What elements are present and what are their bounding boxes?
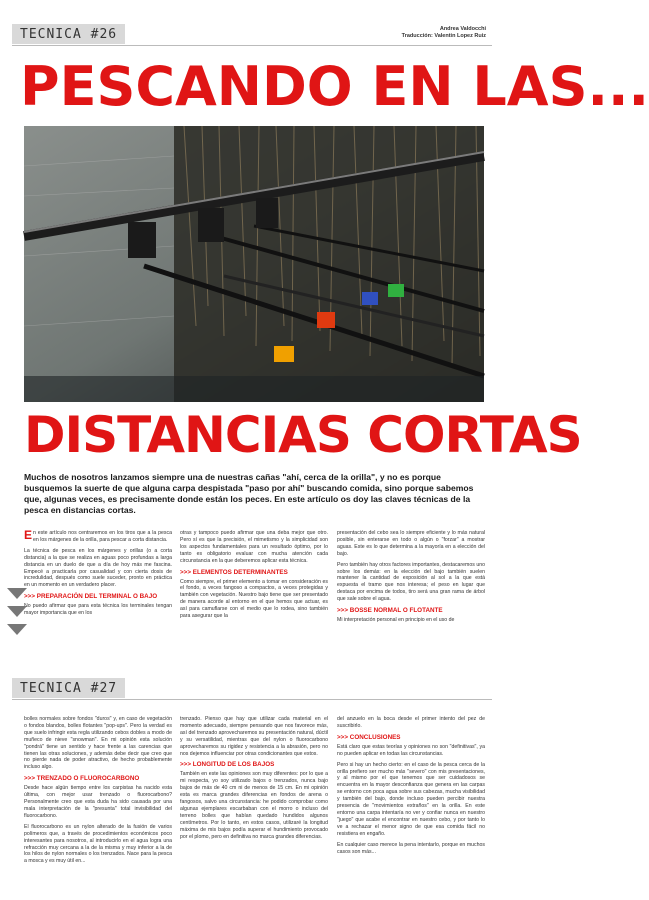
section-tag-label: TECNICA #27	[20, 680, 118, 696]
subheading: >>> TRENZADO O FLUOROCARBONO	[24, 775, 140, 783]
column-1	[24, 530, 172, 621]
title-line-2: DISTANCIAS CORTAS	[24, 406, 582, 464]
subheading: >>> BOSSE NORMAL O FLOTANTE	[337, 607, 443, 615]
column-3	[337, 530, 485, 628]
credits	[402, 26, 486, 40]
paragraph: La técnica de pesca en los márgenes y orillas (o a corta distancia) a la que se realiza en aguas poco profundas a larga distancia en un duelo de que a día de hoy más me fascina. Empecé a practicarla por casualidad y con cierta dosis de incredulidad, después como suele suceder, pronto en práctica en un momento en un verdadero placer.	[24, 547, 172, 589]
header-rule	[12, 45, 492, 46]
column-2	[180, 530, 328, 624]
subheading: >>> ELEMENTOS DETERMINANTES	[180, 568, 288, 576]
main-photo	[24, 126, 484, 402]
paragraph: trenzado. Pienso que hay que utilizar cada material en el momento adecuado, siempre pensando que nos favorece más, así del trenzado aprovecharemos su presentación natural, dúctil y su versatilidad, mientras que del nylon o fluorocarbono aprovecharemos su rigidez y resistencia a la abrasión, pero no nos dejemos influenciar por otras condicionantes que estos.	[180, 716, 328, 757]
paragraph: También en este las opiniones son muy diferentes: por lo que a mi respecta, yo soy utilizado bajos o trenzados, nunca bajo bajos de más de 40 cm ni de menos de 15 cm. En mi opinión esta es marca grandes diferencias en fondos de arena o fangosos, salvo una circunstancia: he podido comprobar como algunas ejemplares escarbaban con el morro o incluso del terreno bolles que habían quedado hundidos algunos centímetros. Por lo tanto, en estos casos, utilizaré la longitud máxima de mis bajos podía superar el hundimiento provocado por el plomo, pero en definitiva no marca grandes diferencias.	[180, 771, 328, 840]
paragraph: del anzuelo en la boca desde el primer intento del pez de suscribirlo.	[337, 716, 485, 729]
scroll-down-icon[interactable]	[7, 606, 27, 617]
header-rule	[12, 699, 492, 700]
paragraph: Pero si hay un hecho cierto: en el caso de la pesca cerca de la orilla prefiero ser mucho más "severo" con mis presentaciones, y al mismo por el que tenemos que ser cuidadosos se encuentra en la mayor desconfianza que genera en las carpas se entorno con poca agua sobre sus cabezas, mucha visibilidad y también del bajo, donde incluso pueden percibir nuestra presencia de "movimientos extraños" en la orilla. En este entorno una carpa intentaría no ver y confiar nunca en nuestro "juego" que acabe el encontrar en nuestro cebo, y por tanto lo ve a rechazar el menor signo de que esa comida fácil no resistiera en engaño.	[337, 761, 485, 837]
paragraph: Desde hace algún tiempo entre los carpistas ha nacido esta última, con mejor usar trenzado o fluorocarbono? Personalmente creo que esta duda ha sido causada por una mala interpretación de la "presunta" total invisibilidad del fluorocarbono.	[24, 785, 172, 819]
title-line-1: PESCANDO EN LAS...	[20, 55, 649, 118]
translation-credit: Traducción: Valentin Lopez Ruiz	[401, 33, 486, 39]
paragraph: El fluorocarbono es un nylon alterado de la fusión de varios polímeros que, a través de procedimientos económicos poco interesantes para nosotros, al introducirlo en el agua logra una refracción muy cercana a la de la misma y muy inferior a la de los hilos de nylon normales o los trenzados. Nace para la pesca a mosca y es muy útil en...	[24, 823, 172, 865]
paragraph: Está claro que estas teorías y opiniones no son "definitivas", ya no pueden aplicar en todas las circunstancias.	[337, 743, 485, 757]
lead-paragraph: Muchos de nosotros lanzamos siempre una de nuestras cañas "ahí, cerca de la orilla", y no es porque busquemos la suerte de que alguna carpa despistada "paso por ahí" buscando comida, sino porque sabemos que, algunas veces, es precisamente donde están los peces. En este artículo os doy las claves técnicas de la pesca en distancias cortas.	[24, 472, 474, 515]
paragraph: n este artículo nos centraremos en los tiros que a la pesca en los márgenes de la orilla, para pescar a corta distancia.	[33, 530, 172, 543]
paragraph: bolles normales sobre fondos "duros" y, en caso de vegetación o fondos blandos, bolles flotantes "pop-ups". Pero la verdad es que suelo infringir esta regla utilizando cebos dobles a modo de muñeco de nieve "snowman". En mi opinión esta solución "pondrá" tiene un sentido y hace frente a las carencias que tienen las otras soluciones, y además debe decir que creo que no pierde nada de poder atractivo, de hecho probablemente incluso algo.	[24, 716, 172, 771]
paragraph: presentación del cebo sea lo siempre eficiente y lo más natural posible, sin enterarse en todo o algún o "forzar" a mostrar aguas. Este es lo que determina a la mayoría en a elección del bajo.	[337, 530, 485, 557]
section-tag-label: TECNICA #26	[20, 26, 118, 42]
subheading: >>> PREPARACIÓN DEL TERMINAL O BAJO	[24, 593, 158, 601]
drop-cap: E	[24, 528, 33, 542]
paragraph: Como siempre, el primer elemento a tomar en consideración es el fondo, a veces fangoso a compactos, a veces protegidas y también con vegetación. Nuestro bajo tiene que ser presentado de manera acorde al entorno en el que hemos que actuar, es así para camuflarse con el medio que lo rodea, sino también para asegurar que la	[180, 578, 328, 620]
paragraph: Mi interpretación personal en principio en el uso de	[337, 617, 455, 624]
column-5	[180, 716, 328, 845]
subheading: >>> LONGITUD DE LOS BAJOS	[180, 761, 275, 769]
paragraph: En cualquier caso merece la pena intentarlo, porque en muchos casos son más...	[337, 841, 485, 855]
subheading: >>> CONCLUSIONES	[337, 733, 401, 741]
paragraph: Pero también hay otros factores importantes, destacaremos uno sobre los demás: en la elección del bajo también suelen mantener la cantidad de exposición al sol a la que está expuesta el tramo que nos interesa; el peso en lugar que destaca por encima de todos, tiro será una gran rama de árbol que sale sobre el agua.	[337, 561, 485, 603]
scroll-down-icon[interactable]	[7, 624, 27, 635]
column-6	[337, 716, 485, 859]
paragraph: otras y tampoco puedo afirmar que una deba mejor que otro. Pero sí es que la precisión, el mimetismo y la simplicidad son los aspectos fundamentales para un resultado óptimo, por lo tanto es obligatorio evaluar con mucha atención cada circunstancia en la que deberemos aplicar esta técnica.	[180, 530, 328, 564]
section-tag	[12, 24, 125, 44]
column-4	[24, 716, 172, 869]
section-tag	[12, 678, 125, 698]
author-credit: Andrea Valdocchi	[439, 26, 486, 32]
paragraph: No puedo afirmar que para esta técnica los terminales tengan mayor importancia que en los	[24, 603, 172, 617]
scroll-down-icon[interactable]	[7, 588, 27, 599]
